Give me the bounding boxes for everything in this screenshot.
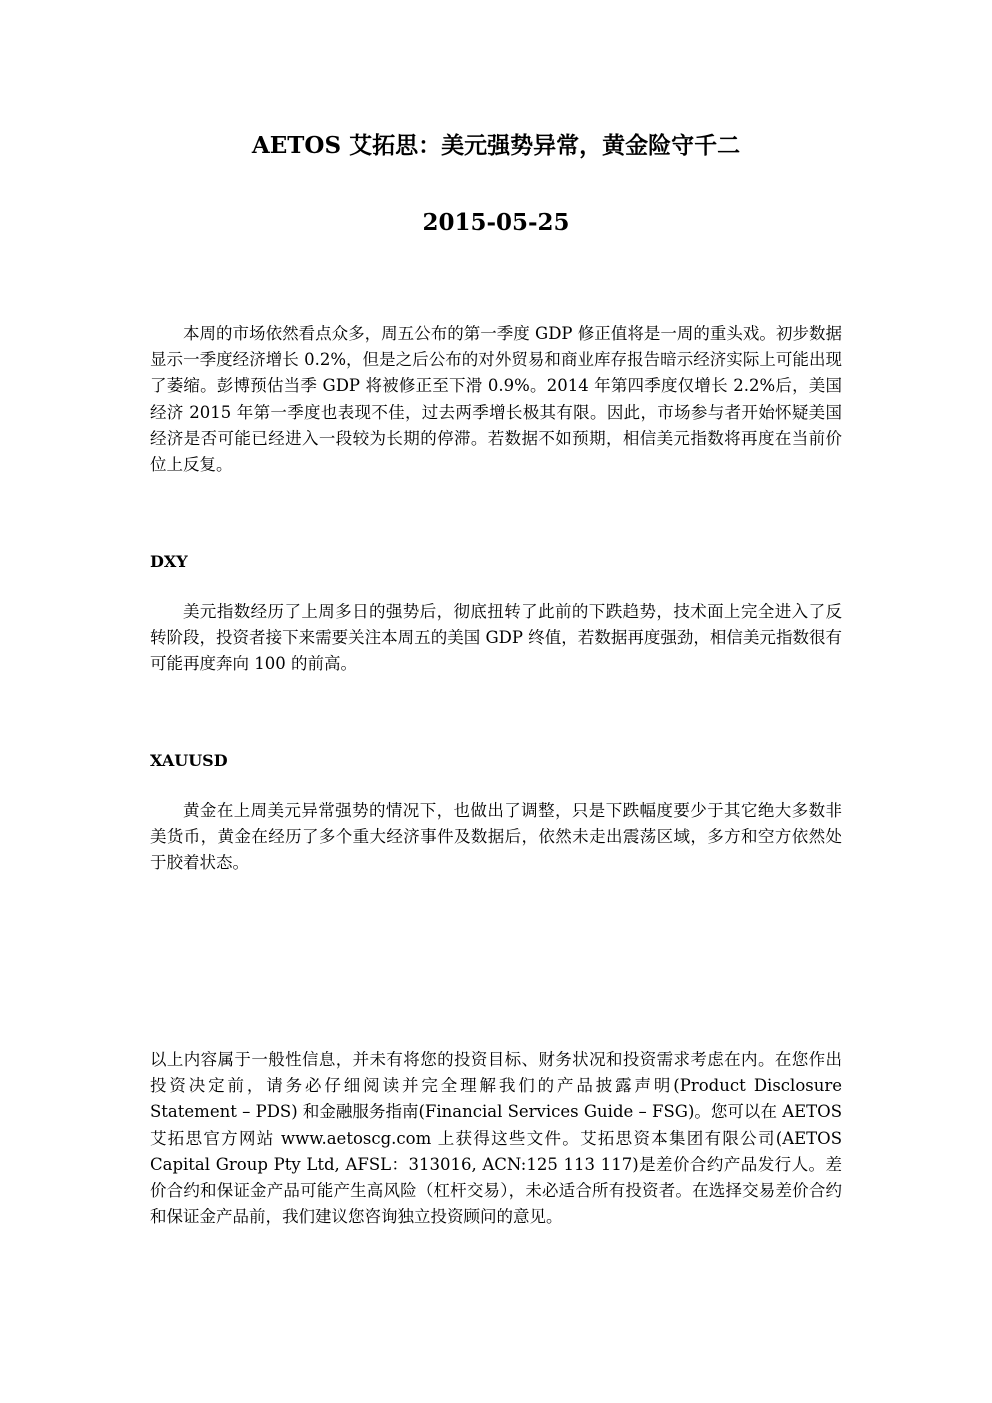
disclaimer-paragraph: 以上内容属于一般性信息，并未有将您的投资目标、财务状况和投资需求考虑在内。在您作出投资决定前，请务必仔细阅读并完全理解我们的产品披露声明(Product Disclosure Statement – PDS) 和金融服务指南(Financial Services Guide – FSG)。您可以在 AETOS 艾拓思官方网站 www.aetoscg.com 上获得这些文件。艾拓思资本集团有限公司(AETOS Capital Group Pty Ltd, AFSL：313016, ACN:125 113 117)是差价合约产品发行人。差价合约和保证金产品可能产生高风险（杠杆交易），未必适合所有投资者。在选择交易差价合约和保证金产品前，我们建议您咨询独立投资顾问的意见。 [150, 1050, 842, 1227]
section-heading-dxy: DXY [150, 552, 188, 571]
document-title: AETOS 艾拓思：美元强势异常，黄金险守千二 [251, 132, 741, 159]
intro-paragraph: 本周的市场依然看点众多，周五公布的第一季度 GDP 修正值将是一周的重头戏。初步数据显示一季度经济增长 0.2%，但是之后公布的对外贸易和商业库存报告暗示经济实际上可能出现了萎缩。彭博预估当季 GDP 将被修正至下滑 0.9%。2014 年第四季度仅增长 2.2%后，美国经济 2015 年第一季度也表现不佳，过去两季增长极其有限。因此，市场参与者开始怀疑美国经济是否可能已经进入一段较为长期的停滞。若数据不如预期，相信美元指数将再度在当前价位上反复。 [150, 324, 842, 475]
document-date: 2015-05-25 [422, 209, 570, 236]
section-body-dxy: 美元指数经历了上周多日的强势后，彻底扭转了此前的下跌趋势，技术面上完全进入了反转阶段，投资者接下来需要关注本周五的美国 GDP 终值，若数据再度强劲，相信美元指数很有可能再度奔向 100 的前高。 [150, 602, 842, 674]
section-heading-xauusd: XAUUSD [150, 751, 228, 770]
section-body-xauusd: 黄金在上周美元异常强势的情况下，也做出了调整，只是下跌幅度要少于其它绝大多数非美货币，黄金在经历了多个重大经济事件及数据后，依然未走出震荡区域，多方和空方依然处于胶着状态。 [150, 801, 842, 873]
